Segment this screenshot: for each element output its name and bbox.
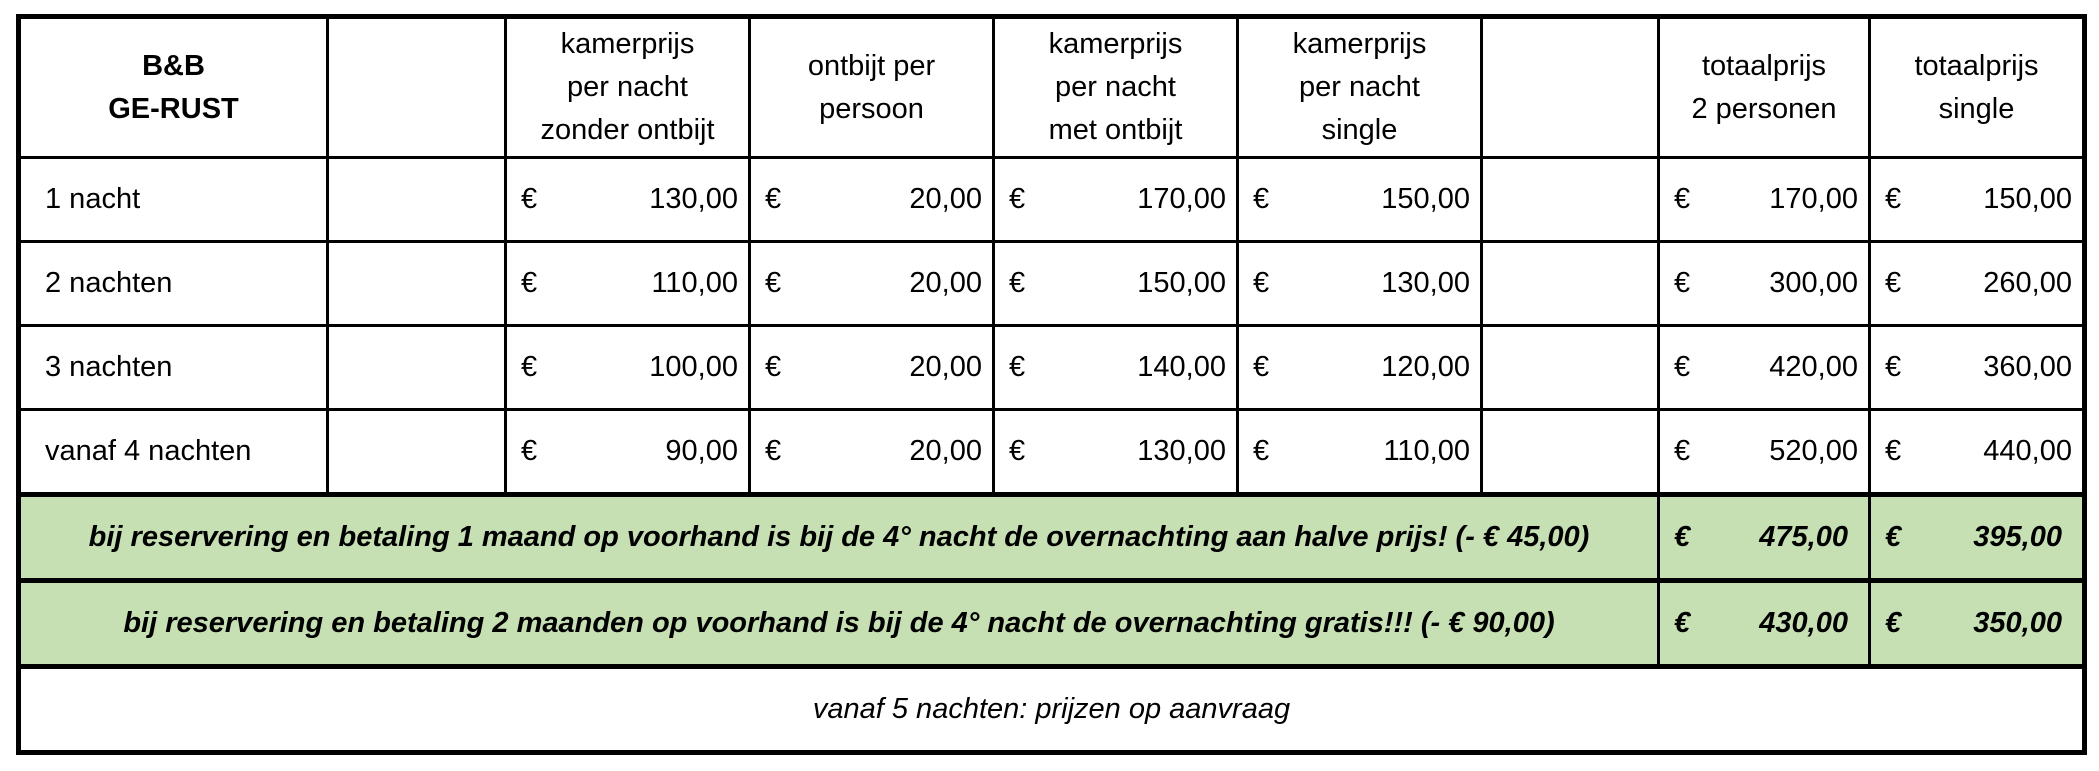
nights-label: 2 nachten	[19, 242, 328, 326]
header-total-two-persons: totaalprijs 2 personen	[1659, 17, 1870, 158]
empty-cell	[1482, 242, 1659, 326]
breakfast-price-cell: € 20,00	[750, 410, 994, 495]
offer-description: bij reservering en betaling 2 maanden op voorhand is bij de 4° nacht de overnachting gratis!!! (- € 90,00)	[19, 581, 1659, 667]
nights-label: vanaf 4 nachten	[19, 410, 328, 495]
breakfast-price-cell: € 20,00	[750, 158, 994, 242]
total-single-cell: € 260,00	[1870, 242, 2085, 326]
room-price-cell: € 90,00	[506, 410, 750, 495]
room-breakfast-price-cell: € 170,00	[994, 158, 1238, 242]
total-single-cell: € 150,00	[1870, 158, 2085, 242]
empty-cell	[1482, 410, 1659, 495]
empty-header-cell	[328, 17, 506, 158]
brand-line-1: B&B	[142, 49, 205, 82]
breakfast-price-cell: € 20,00	[750, 242, 994, 326]
header-breakfast-price: ontbijt per persoon	[750, 17, 994, 158]
empty-cell	[328, 410, 506, 495]
total-two-cell: € 170,00	[1659, 158, 1870, 242]
header-row	[19, 17, 2085, 158]
offer-description: bij reservering en betaling 1 maand op voorhand is bij de 4° nacht de overnachting aan halve prijs! (- € 45,00)	[19, 495, 1659, 581]
total-two-cell: € 520,00	[1659, 410, 1870, 495]
room-price-cell: € 130,00	[506, 158, 750, 242]
empty-header-cell	[1482, 17, 1659, 158]
room-breakfast-price-cell: € 150,00	[994, 242, 1238, 326]
room-price-cell: € 110,00	[506, 242, 750, 326]
single-price-cell: € 150,00	[1238, 158, 1482, 242]
empty-cell	[1482, 326, 1659, 410]
table-row	[19, 410, 2085, 495]
offer-row	[19, 495, 2085, 581]
table-row	[19, 326, 2085, 410]
header-room-breakfast-price: kamerprijs per nacht met ontbijt	[994, 17, 1238, 158]
note-row	[19, 667, 2085, 753]
empty-cell	[328, 326, 506, 410]
total-single-cell: € 440,00	[1870, 410, 2085, 495]
price-table	[16, 14, 2087, 755]
empty-cell	[1482, 158, 1659, 242]
offer-total-single-cell: € 350,00	[1870, 581, 2085, 667]
note-text: vanaf 5 nachten: prijzen op aanvraag	[19, 667, 2085, 753]
room-price-cell: € 100,00	[506, 326, 750, 410]
total-two-cell: € 300,00	[1659, 242, 1870, 326]
table-row	[19, 242, 2085, 326]
offer-total-single-cell: € 395,00	[1870, 495, 2085, 581]
brand-line-2: GE-RUST	[108, 92, 239, 125]
breakfast-price-cell: € 20,00	[750, 326, 994, 410]
brand-name	[19, 17, 328, 158]
single-price-cell: € 110,00	[1238, 410, 1482, 495]
header-total-single: totaalprijs single	[1870, 17, 2085, 158]
table-row	[19, 158, 2085, 242]
empty-cell	[328, 158, 506, 242]
single-price-cell: € 120,00	[1238, 326, 1482, 410]
single-price-cell: € 130,00	[1238, 242, 1482, 326]
offer-total-two-cell: € 475,00	[1659, 495, 1870, 581]
total-two-cell: € 420,00	[1659, 326, 1870, 410]
room-breakfast-price-cell: € 130,00	[994, 410, 1238, 495]
offer-row	[19, 581, 2085, 667]
nights-label: 3 nachten	[19, 326, 328, 410]
empty-cell	[328, 242, 506, 326]
header-room-price: kamerprijs per nacht zonder ontbijt	[506, 17, 750, 158]
nights-label: 1 nacht	[19, 158, 328, 242]
header-single-price: kamerprijs per nacht single	[1238, 17, 1482, 158]
room-breakfast-price-cell: € 140,00	[994, 326, 1238, 410]
offer-total-two-cell: € 430,00	[1659, 581, 1870, 667]
total-single-cell: € 360,00	[1870, 326, 2085, 410]
